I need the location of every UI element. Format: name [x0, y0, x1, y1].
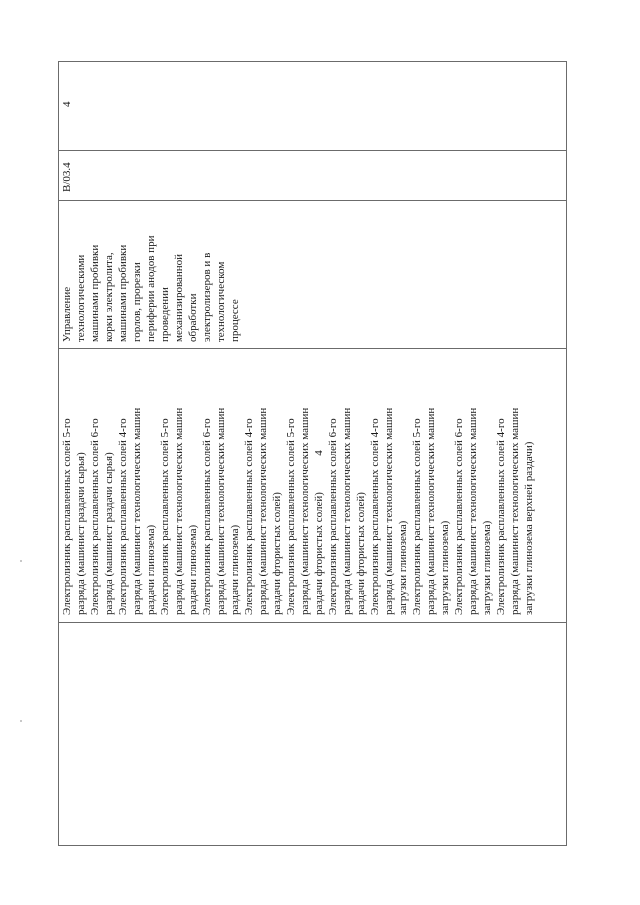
- job-titles-cell: [60, 365, 536, 615]
- labor-function-line: электролизеров и в: [201, 252, 213, 342]
- job-title-line: Электролизник расплавленных солей 4-го: [369, 418, 381, 615]
- job-title-line: разряда (машинист раздачи сырья): [103, 452, 115, 615]
- job-title-line: Электролизник расплавленных солей 6-го: [89, 418, 101, 615]
- labor-function-line: технологическими: [75, 254, 87, 342]
- job-title-line: Электролизник расплавленных солей 5-го: [159, 418, 171, 615]
- job-title-line: Электролизник расплавленных солей 4-го: [243, 418, 255, 615]
- job-title-line: разряда (машинист раздачи сырья): [75, 452, 87, 615]
- labor-function-line: горлов, прорезки: [131, 262, 143, 342]
- job-title-line: раздачи фтористых солей): [355, 492, 367, 615]
- job-title-line: загрузки глинозема): [481, 520, 493, 615]
- labor-function-line: обработки: [187, 293, 199, 342]
- labor-function-line: машинами пробивки: [89, 244, 101, 342]
- job-title-line: раздачи фтористых солей): [313, 492, 325, 615]
- job-title-line: Электролизник расплавленных солей 6-го: [201, 418, 213, 615]
- table-row-divider: [58, 150, 567, 151]
- job-title-line: Электролизник расплавленных солей 4-го: [117, 418, 129, 615]
- labor-function-line: механизированной: [173, 253, 185, 342]
- function-code-cell: [60, 82, 74, 192]
- job-title-line: Электролизник расплавленных солей 5-го: [61, 418, 73, 615]
- labor-function-line: машинами пробивки: [117, 244, 129, 342]
- job-title-line: разряда (машинист технологических машин: [299, 407, 311, 615]
- labor-function-line: корки электролита,: [103, 252, 115, 342]
- job-title-line: разряда (машинист технологических машин: [257, 407, 269, 615]
- labor-function-line: процессе: [229, 299, 241, 342]
- labor-function-cell: [60, 207, 242, 342]
- table-row-divider: [58, 348, 567, 349]
- job-title-line: разряда (машинист технологических машин: [467, 407, 479, 615]
- labor-function-line: Управление: [61, 286, 73, 342]
- page-number: 4: [313, 450, 325, 456]
- labor-function-line: проведении: [159, 287, 171, 342]
- job-title-line: разряда (машинист технологических машин: [509, 407, 521, 615]
- labor-function-line: технологическом: [215, 261, 227, 342]
- job-title-line: Электролизник расплавленных солей 6-го: [327, 418, 339, 615]
- job-title-line: разряда (машинист технологических машин: [425, 407, 437, 615]
- labor-function-line: периферии анодов при: [145, 235, 157, 342]
- scan-speck: [20, 560, 22, 562]
- job-title-line: разряда (машинист технологических машин: [383, 407, 395, 615]
- job-title-line: загрузки глинозема): [397, 520, 409, 615]
- job-title-line: раздачи глинозема): [187, 524, 199, 615]
- job-title-line: разряда (машинист технологических машин: [215, 407, 227, 615]
- job-title-line: разряда (машинист технологических машин: [173, 407, 185, 615]
- job-title-line: Электролизник расплавленных солей 4-го: [495, 418, 507, 615]
- job-title-line: загрузки глинозема): [439, 520, 451, 615]
- job-title-line: раздачи глинозема): [229, 524, 241, 615]
- job-title-line: Электролизник расплавленных солей 5-го: [285, 418, 297, 615]
- job-title-line: раздачи глинозема): [145, 524, 157, 615]
- job-title-line: разряда (машинист технологических машин: [131, 407, 143, 615]
- qualification-level: 4: [61, 101, 73, 107]
- function-code: B/03.4: [61, 162, 73, 192]
- table-row-divider: [58, 200, 567, 201]
- table-row-divider: [58, 622, 567, 623]
- job-title-line: загрузки глинозема верхней раздачи): [523, 441, 535, 615]
- job-title-line: раздачи фтористых солей): [271, 492, 283, 615]
- scan-speck: [20, 720, 22, 722]
- job-title-line: Электролизник расплавленных солей 6-го: [453, 418, 465, 615]
- job-title-line: разряда (машинист технологических машин: [341, 407, 353, 615]
- job-title-line: Электролизник расплавленных солей 5-го: [411, 418, 423, 615]
